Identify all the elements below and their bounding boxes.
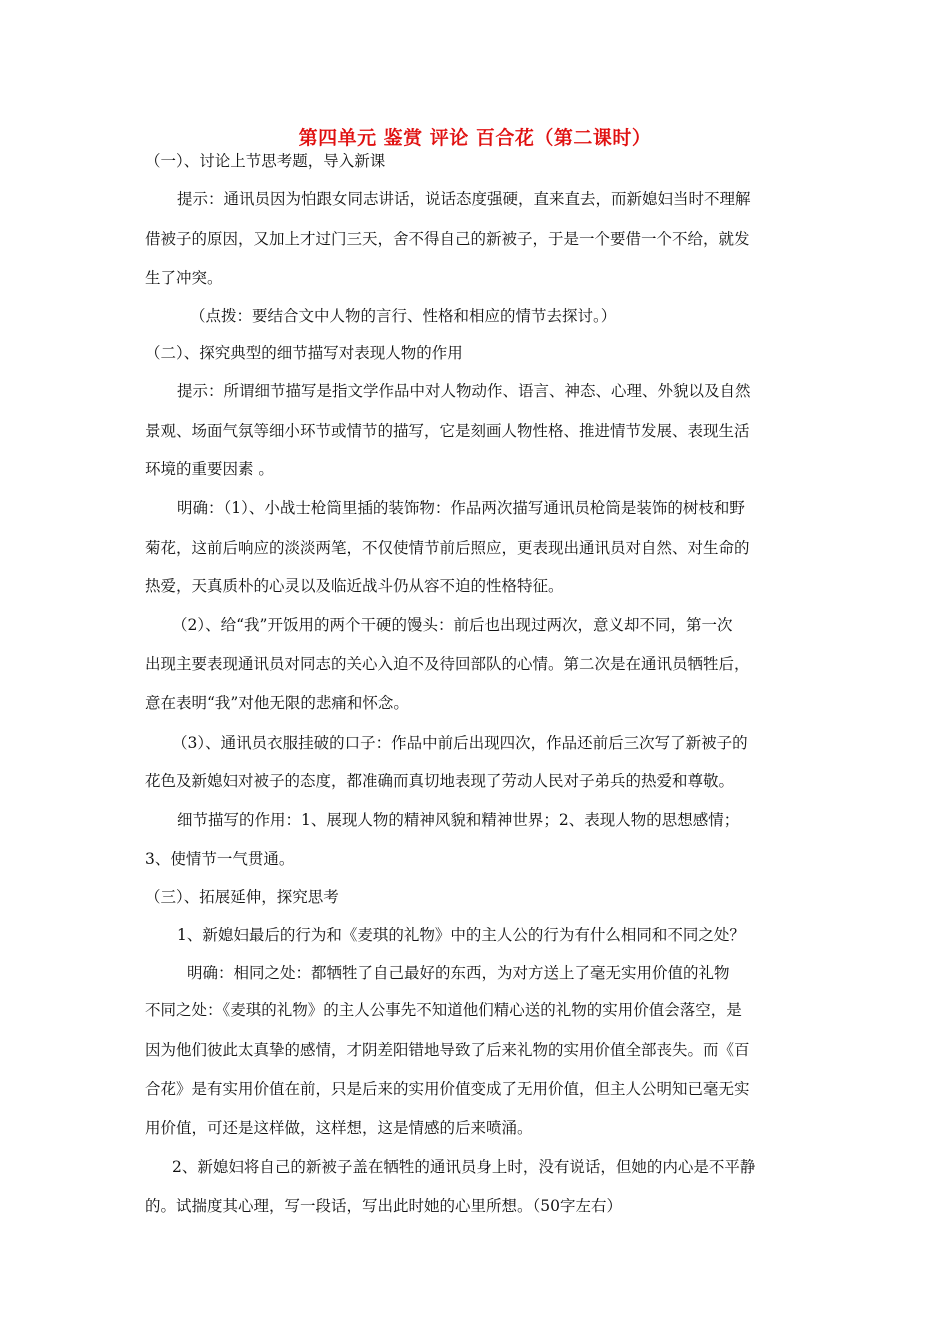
page-title: 第四单元 鉴赏 评论 百合花（第二课时）	[298, 127, 652, 149]
paragraph-line: 明确：相同之处：都牺牲了自己最好的东西，为对方送上了毫无实用价值的礼物	[187, 964, 730, 982]
question-line: 2、新媳妇将自己的新被子盖在牺牲的通讯员身上时，没有说话，但她的内心是不平静	[172, 1158, 756, 1176]
paragraph-line: 细节描写的作用：1、展现人物的精神风貌和精神世界；2、表现人物的思想感情；	[177, 811, 740, 829]
paragraph-line: 景观、场面气氛等细小环节或情节的描写，它是刻画人物性格、推进情节发展、表现生活	[145, 422, 750, 440]
paragraph-line: 生了冲突。	[145, 269, 223, 287]
question-line: 1、新媳妇最后的行为和《麦琪的礼物》中的主人公的行为有什么相同和不同之处？	[177, 926, 745, 944]
paragraph-line: 合花》是有实用价值在前，只是后来的实用价值变成了无用价值，但主人公明知已毫无实	[145, 1080, 750, 1098]
paragraph-line: 不同之处：《麦琪的礼物》的主人公事先不知道他们精心送的礼物的实用价值会落空，是	[145, 1001, 742, 1019]
paragraph-line: 提示：所谓细节描写是指文学作品中对人物动作、语言、神态、心理、外貌以及自然	[177, 382, 751, 400]
paragraph-line: 环境的重要因素 。	[145, 460, 274, 478]
paragraph-line: 热爱，天真质朴的心灵以及临近战斗仍从容不迫的性格特征。	[145, 577, 564, 595]
paragraph-line: 借被子的原因，又加上才过门三天，舍不得自己的新被子，于是一个要借一个不给，就发	[145, 230, 750, 248]
paragraph-line: 的。试揣度其心理，写一段话，写出此时她的心里所想。（50字左右）	[145, 1197, 622, 1215]
paragraph-line: 花色及新媳妇对被子的态度，都准确而真切地表现了劳动人民对子弟兵的热爱和尊敬。	[145, 772, 735, 790]
section-heading-3: （三）、拓展延伸，探究思考	[145, 888, 339, 906]
paragraph-line: （点拨：要结合文中人物的言行、性格和相应的情节去探讨。）	[190, 307, 617, 325]
paragraph-line: 明确：（1）、小战士枪筒里插的装饰物：作品两次描写通讯员枪筒是装饰的树枝和野	[177, 499, 745, 517]
paragraph-line: 出现主要表现通讯员对同志的关心入迫不及待回部队的心情。第二次是在通讯员牺牲后，	[145, 655, 750, 673]
paragraph-line: 用价值，可还是这样做，这样想，这是情感的后来喷涌。	[145, 1119, 533, 1137]
paragraph-line: 提示：通讯员因为怕跟女同志讲话，说话态度强硬，直来直去，而新媳妇当时不理解	[177, 190, 751, 208]
section-heading-1: （一）、讨论上节思考题，导入新课	[145, 152, 386, 170]
paragraph-line: 意在表明“我”对他无限的悲痛和怀念。	[145, 694, 409, 712]
paragraph-line: 菊花，这前后响应的淡淡两笔，不仅使情节前后照应，更表现出通讯员对自然、对生命的	[145, 539, 750, 557]
paragraph-line: （3）、通讯员衣服挂破的口子：作品中前后出现四次，作品还前后三次写了新被子的	[172, 734, 748, 752]
paragraph-line: 3、使情节一气贯通。	[145, 850, 295, 868]
paragraph-line: 因为他们彼此太真挚的感情，才阴差阳错地导致了后来礼物的实用价值全部丧失。而《百	[145, 1041, 750, 1059]
paragraph-line: （2）、给“我”开饭用的两个干硬的馒头：前后也出现过两次，意义却不同，第一次	[172, 616, 733, 634]
section-heading-2: （二）、探究典型的细节描写对表现人物的作用	[145, 344, 463, 362]
